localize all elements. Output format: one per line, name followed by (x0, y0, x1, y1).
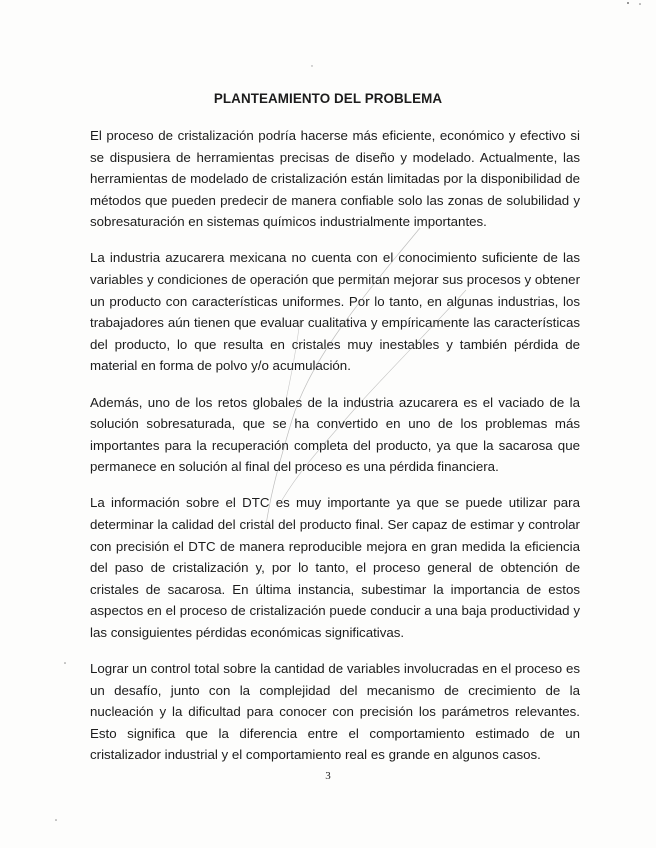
page-title: PLANTEAMIENTO DEL PROBLEMA (213, 91, 443, 106)
paragraph-1: El proceso de cristalización podría hacerse más eficiente, económico y efectivo si se dispusiera de herramientas precisas de diseño y modelado. Actualmente, las herramientas de modelado de cristalización están limitadas por la disponibilidad de métodos que pueden predecir de manera confiable solo las zonas de solubilidad y sobresaturación en sistemas químicos industrialmente importantes. (90, 128, 580, 230)
scan-speck (639, 3, 641, 5)
scan-speck (64, 662, 66, 664)
scan-speck (55, 819, 57, 821)
scan-speck (311, 65, 312, 66)
paragraph-2: La industria azucarera mexicana no cuenta con el conocimiento suficiente de las variables y condiciones de operación que permitan mejorar sus procesos y obtener un producto con características uniformes. Por lo tanto, en algunas industrias, los trabajadores aún tienen que evaluar cualitativa y empíricamente las características del producto, lo que resulta en cristales muy inestables y también pérdida de material en forma de polvo y/o acumulación. (90, 250, 580, 374)
scan-speck (627, 2, 629, 4)
body-text (90, 125, 580, 781)
paragraph-5: Lograr un control total sobre la cantidad de variables involucradas en el proceso es un desafío, junto con la complejidad del mecanismo de crecimiento de la nucleación y la dificultad para conocer con precisión los parámetros relevantes. Esto significa que la diferencia entre el comportamiento estimado de un cristalizador industrial y el comportamiento real es grande en algunos casos. (90, 661, 580, 763)
page-number: 3 (325, 770, 331, 782)
paragraph-4: La información sobre el DTC es muy importante ya que se puede utilizar para determinar la calidad del cristal del producto final. Ser capaz de estimar y controlar con precisión el DTC de manera reproducible mejora en gran medida la eficiencia del paso de cristalización y, por lo tanto, el proceso general de obtención de cristales de sacarosa. En última instancia, subestimar la importancia de estos aspectos en el proceso de cristalización puede conducir a una baja productividad y las consiguientes pérdidas económicas significativas. (90, 495, 580, 640)
paragraph-3: Además, uno de los retos globales de la industria azucarera es el vaciado de la solución sobresaturada, que se ha convertido en uno de los problemas más importantes para la recuperación completa del producto, ya que la sacarosa que permanece en solución al final del proceso es una pérdida financiera. (90, 394, 580, 475)
